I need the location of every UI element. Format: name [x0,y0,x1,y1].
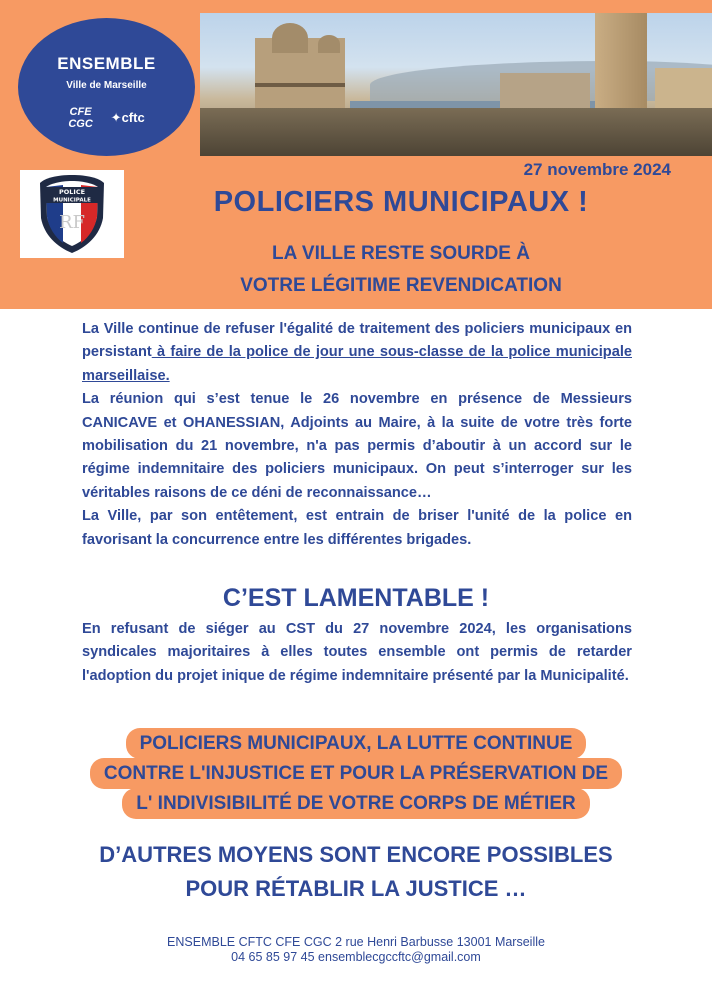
svg-text:RF: RF [58,212,86,233]
footer [0,935,712,965]
page-subtitle: LA VILLE RESTE SOURDE À VOTRE LÉGITIME REVENDICATION [240,243,562,296]
logo-marks [18,106,195,130]
cftc-mark: ✦cftc [110,110,145,125]
logo-name: ENSEMBLE [57,54,156,73]
date: 27 novembre 2024 [523,160,671,179]
paragraph-1: La Ville continue de refuser l'égalité de traitement des policiers municipaux en persistant à faire de la police de jour une sous-classe de la police municipale marseillaise. [82,321,632,384]
banner-line-3: L' INDIVISIBILITÉ DE VOTRE CORPS DE MÉTIER [122,788,589,819]
closing-statement: D’AUTRES MOYENS SONT ENCORE POSSIBLES POUR RÉTABLIR LA JUSTICE … [99,842,613,901]
highlight-banner [0,728,712,818]
police-badge-icon [37,173,107,255]
ensemble-logo [18,18,195,156]
paragraph-2: La réunion qui s’est tenue le 26 novembre en présence de Messieurs CANICAVE et OHANESSIAN, Adjoints au Maire, à la suite de votre très forte mobilisation du 21 novembre, n'a pas permis d’aboutir à un accord sur le régime indemnitaire des policiers municipaux. On peut s’interroger sur les véritables raisons de ce déni de reconnaissance… [82,391,632,501]
page-title: POLICIERS MUNICIPAUX ! [213,186,589,218]
paragraph-3: La Ville, par son entêtement, est entrain de briser l'unité de la police en favorisant la concurrence entre les différentes brigades. [82,508,632,548]
cfe-cgc-mark: CFE CGC [68,106,93,130]
body-text [82,318,632,552]
svg-text:POLICE: POLICE [58,188,86,196]
police-badge-box [20,170,124,258]
svg-text:MUNICIPALE: MUNICIPALE [53,197,91,204]
marseille-photo [200,13,712,156]
logo-subtitle: Ville de Marseille [66,80,147,91]
banner-line-1: POLICIERS MUNICIPAUX, LA LUTTE CONTINUE [126,728,587,759]
paragraph-4: En refusant de siéger au CST du 27 novembre 2024, les organisations syndicales majoritaires à elles toutes ensemble ont permis de retarder l'adoption du projet inique de régime indemnitaire présenté par la Municipalité. [82,621,632,684]
dove-icon: ✦ [110,110,122,125]
banner-line-2: CONTRE L'INJUSTICE ET POUR LA PRÉSERVATION DE [90,758,622,789]
footer-address: ENSEMBLE CFTC CFE CGC 2 rue Henri Barbusse 13001 Marseille [167,935,545,949]
exclamation-heading: C’EST LAMENTABLE ! [222,584,490,612]
footer-contact: 04 65 85 97 45 ensemblecgccftc@gmail.com [231,950,481,964]
